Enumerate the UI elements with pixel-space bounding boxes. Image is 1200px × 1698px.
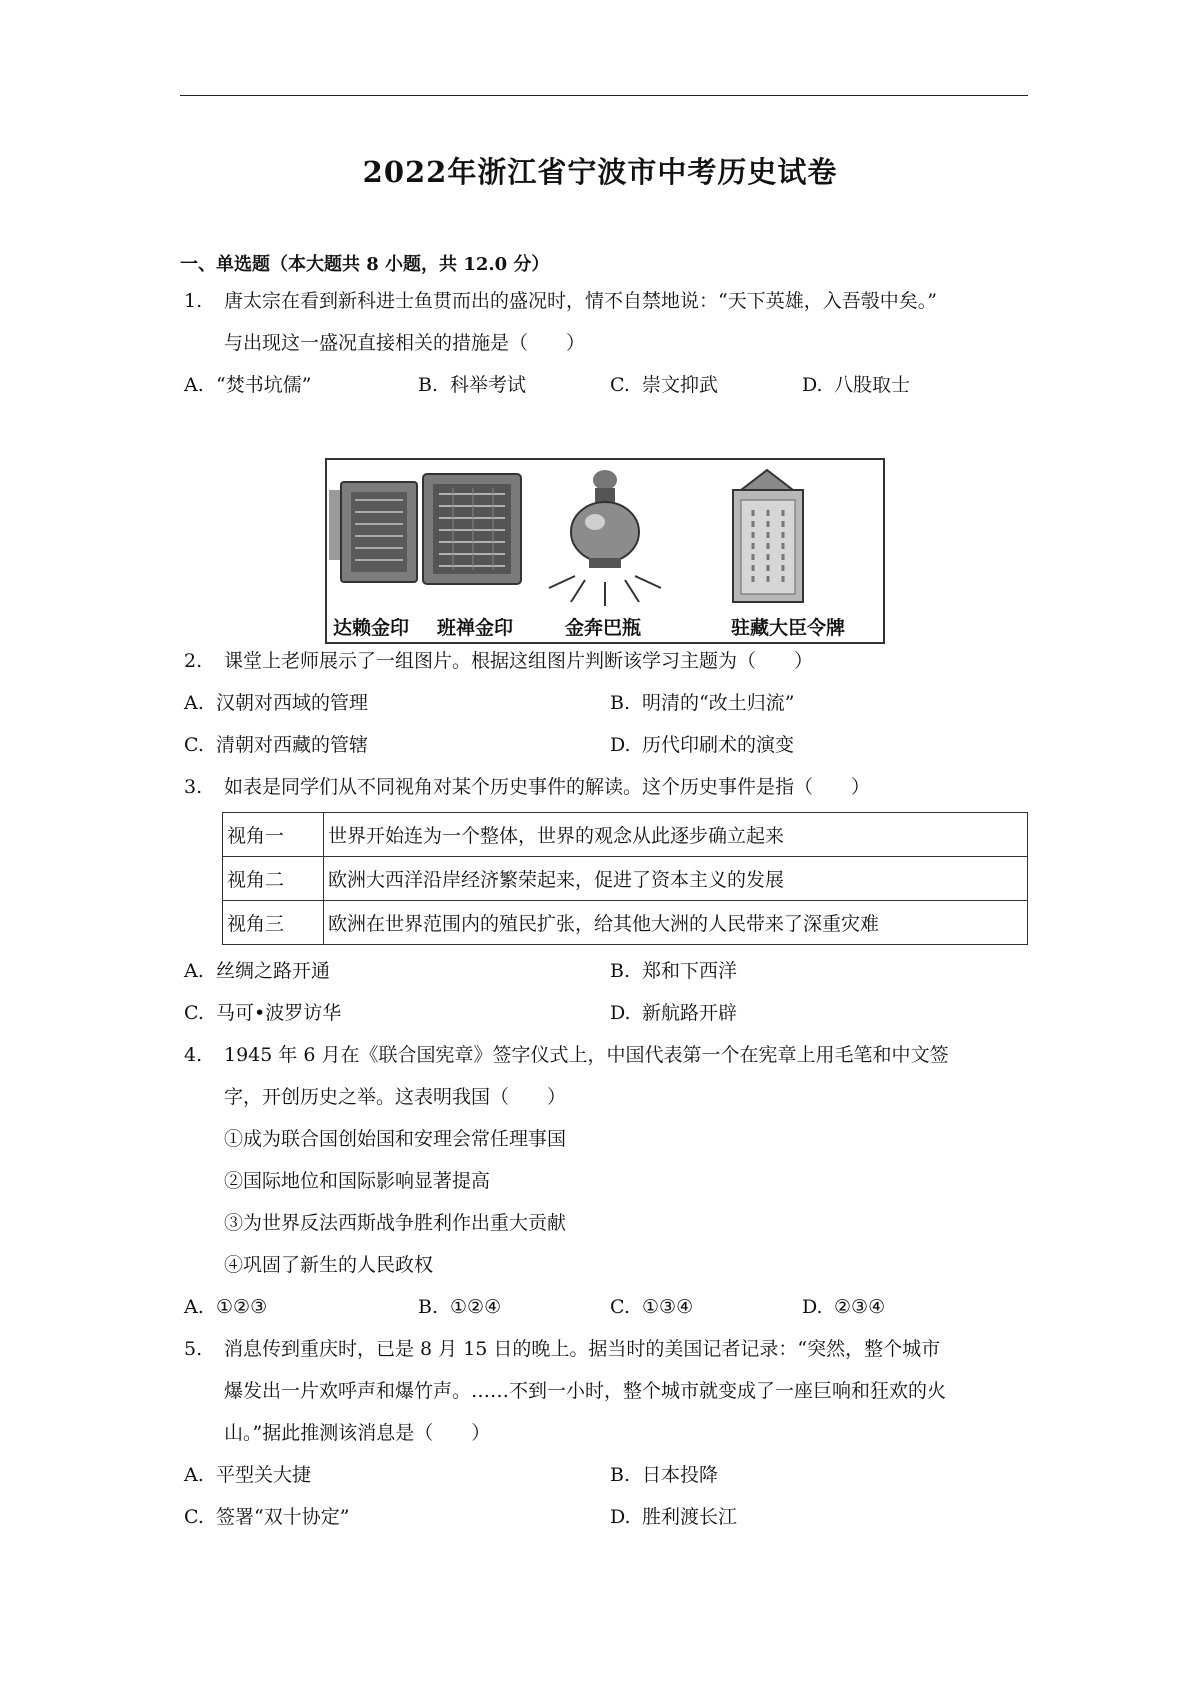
table-row [223,901,1028,945]
table-row [223,813,1028,857]
question-5-option-a[interactable]: A. 平型关大捷 [184,1464,312,1486]
question-2-figure [325,458,885,644]
table-cell-view: 视角一 [223,813,324,857]
question-5-option-c[interactable]: C. 签署“双十协定” [184,1506,350,1528]
question-3-option-a[interactable]: A. 丝绸之路开通 [184,960,331,982]
caption-golden-urn: 金奔巴瓶 [565,617,642,639]
table-cell-text: 世界开始连为一个整体，世界的观念从此逐步确立起来 [324,813,1028,857]
top-rule [180,95,1028,96]
question-1-option-a[interactable]: A. “焚书坑儒” [184,374,312,396]
question-1-line-2: 与出现这一盛况直接相关的措施是（ ） [224,332,586,354]
question-4-option-b[interactable]: B. ①②④ [418,1296,502,1318]
question-4-item-1: ①成为联合国创始国和安理会常任理事国 [224,1128,567,1150]
caption-dalai-gold-seal: 达赖金印 [333,617,410,639]
question-5-option-d[interactable]: D. 胜利渡长江 [610,1506,738,1528]
artifact-illustrations [327,460,883,610]
table-row [223,857,1028,901]
question-3-table [222,812,1028,945]
question-4-item-4: ④巩固了新生的人民政权 [224,1254,434,1276]
golden-urn-image [549,470,661,606]
panchen-gold-seal-image [423,474,521,584]
table-cell-text: 欧洲大西洋沿岸经济繁荣起来，促进了资本主义的发展 [324,857,1028,901]
question-5-number: 5. [184,1338,203,1360]
question-5-option-b[interactable]: B. 日本投降 [610,1464,719,1486]
question-2-option-a[interactable]: A. 汉朝对西域的管理 [184,692,369,714]
question-2-option-d[interactable]: D. 历代印刷术的演变 [610,734,795,756]
question-3-option-d[interactable]: D. 新航路开辟 [610,1002,738,1024]
question-4-item-3: ③为世界反法西斯战争胜利作出重大贡献 [224,1212,567,1234]
question-2-number: 2. [184,650,203,672]
question-4-option-d[interactable]: D. ②③④ [802,1296,886,1318]
question-5-line-2: 爆发出一片欢呼声和爆竹声。……不到一小时，整个城市就变成了一座巨响和狂欢的火 [224,1380,947,1402]
question-2-option-b[interactable]: B. 明清的“改土归流” [610,692,795,714]
question-4-line-2: 字，开创历史之举。这表明我国（ ） [224,1086,567,1108]
question-4-line-1: 1945 年 6 月在《联合国宪章》签字仪式上，中国代表第一个在宪章上用毛笔和中文签 [224,1044,949,1066]
question-3-number: 3. [184,776,203,798]
question-1-line-1: 唐太宗在看到新科进士鱼贯而出的盛况时，情不自禁地说：“天下英雄，入吾彀中矣。” [224,290,937,312]
question-4-number: 4. [184,1044,203,1066]
question-1-number: 1. [184,290,203,312]
question-5-line-3: 山。”据此推测该消息是（ ） [224,1422,491,1444]
amban-token-image [733,470,803,602]
question-5-line-1: 消息传到重庆时，已是 8 月 15 日的晚上。据当时的美国记者记录：“突然，整个城市 [224,1338,941,1360]
table-cell-view: 视角三 [223,901,324,945]
section-heading: 一、单选题（本大题共 8 小题，共 12.0 分） [180,254,550,275]
question-2-line-1: 课堂上老师展示了一组图片。根据这组图片判断该学习主题为（ ） [224,650,814,672]
table-cell-text: 欧洲在世界范围内的殖民扩张，给其他大洲的人民带来了深重灾难 [324,901,1028,945]
caption-panchen-gold-seal: 班禅金印 [437,617,514,639]
question-2-option-c[interactable]: C. 清朝对西藏的管辖 [184,734,369,756]
question-1-option-c[interactable]: C. 崇文抑武 [610,374,719,396]
question-4-option-a[interactable]: A. ①②③ [184,1296,268,1318]
question-4-item-2: ②国际地位和国际影响显著提高 [224,1170,491,1192]
question-1-option-d[interactable]: D. 八股取士 [802,374,911,396]
question-3-option-c[interactable]: C. 马可•波罗访华 [184,1002,342,1024]
caption-amban-token: 驻藏大臣令牌 [731,617,846,639]
table-cell-view: 视角二 [223,857,324,901]
question-3-line-1: 如表是同学们从不同视角对某个历史事件的解读。这个历史事件是指（ ） [224,776,871,798]
question-1-option-b[interactable]: B. 科举考试 [418,374,527,396]
question-4-option-c[interactable]: C. ①③④ [610,1296,694,1318]
page-title: 2022年浙江省宁波市中考历史试卷 [362,155,838,189]
question-3-option-b[interactable]: B. 郑和下西洋 [610,960,738,982]
dalai-gold-seal-image [329,482,417,582]
